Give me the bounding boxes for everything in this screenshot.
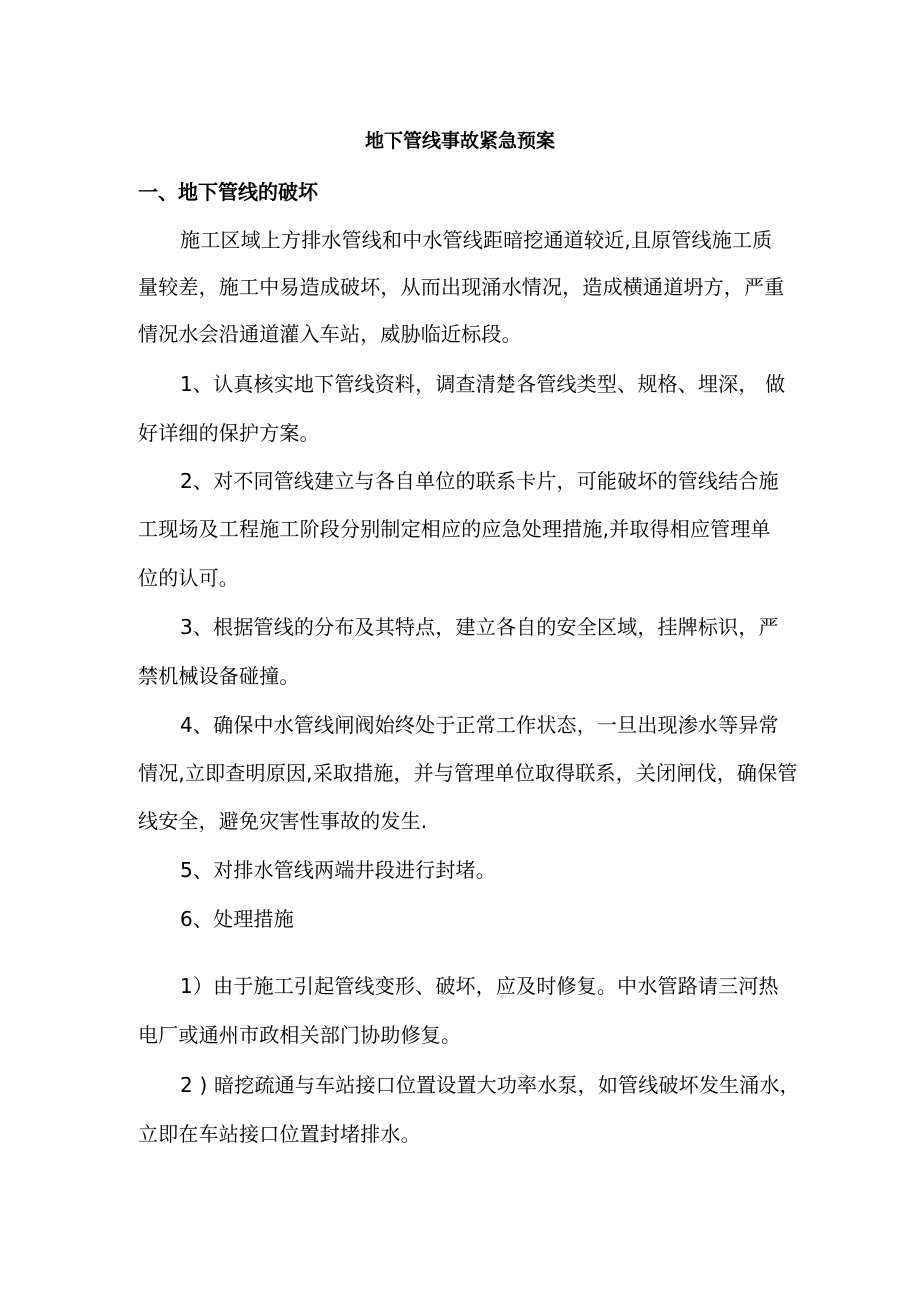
list-item-6: 6、处理措施 (180, 907, 294, 931)
paragraph-line: 量较差，施工中易造成破坏，从而出现涌水情况，造成横通道坍方，严重 (138, 275, 785, 299)
paragraph-line: 施工区域上方排水管线和中水管线距暗挖通道较近,且原管线施工质 (180, 228, 773, 252)
paragraph-line: 情况,立即查明原因,采取措施，并与管理单位取得联系，关闭闸伐，确保管 (138, 761, 798, 785)
paragraph-line: 立即在车站接口位置封堵排水。 (138, 1122, 421, 1146)
paragraph-line: 电厂或通州市政相关部门协助修复。 (138, 1023, 462, 1047)
paragraph-line: 线安全，避免灾害性事故的发生. (138, 809, 428, 833)
page-title: 地下管线事故紧急预案 (364, 130, 555, 152)
paragraph-line: 禁机械设备碰撞。 (138, 664, 300, 688)
paragraph-line: 2 ) 暗挖疏通与车站接口位置设置大功率水泵，如管线破坏发生涌水， (180, 1073, 800, 1097)
paragraph-line: 1、认真核实地下管线资料，调查清楚各管线类型、规格、埋深， 做 (180, 372, 786, 396)
paragraph-line: 3、根据管线的分布及其特点，建立各自的安全区域，挂牌标识，严 (180, 615, 779, 639)
paragraph-line: 4、确保中水管线闸阀始终处于正常工作状态，一旦出现渗水等异常 (180, 713, 779, 737)
paragraph-line: 好详细的保护方案。 (138, 421, 320, 445)
paragraph-line: 位的认可。 (138, 566, 239, 590)
paragraph-line: 1）由于施工引起管线变形、破坏，应及时修复。中水管路请三河热 (180, 974, 779, 998)
paragraph-line: 工现场及工程施工阶段分别制定相应的应急处理措施,并取得相应管理单 (138, 517, 771, 541)
paragraph-line: 2、对不同管线建立与各自单位的联系卡片，可能破坏的管线结合施 (180, 469, 779, 493)
section-heading: 一、地下管线的破坏 (138, 180, 318, 204)
list-item-5: 5、对排水管线两端井段进行封堵。 (180, 858, 496, 882)
paragraph-line: 情况水会沿通道灌入车站，威胁临近标段。 (138, 322, 522, 346)
